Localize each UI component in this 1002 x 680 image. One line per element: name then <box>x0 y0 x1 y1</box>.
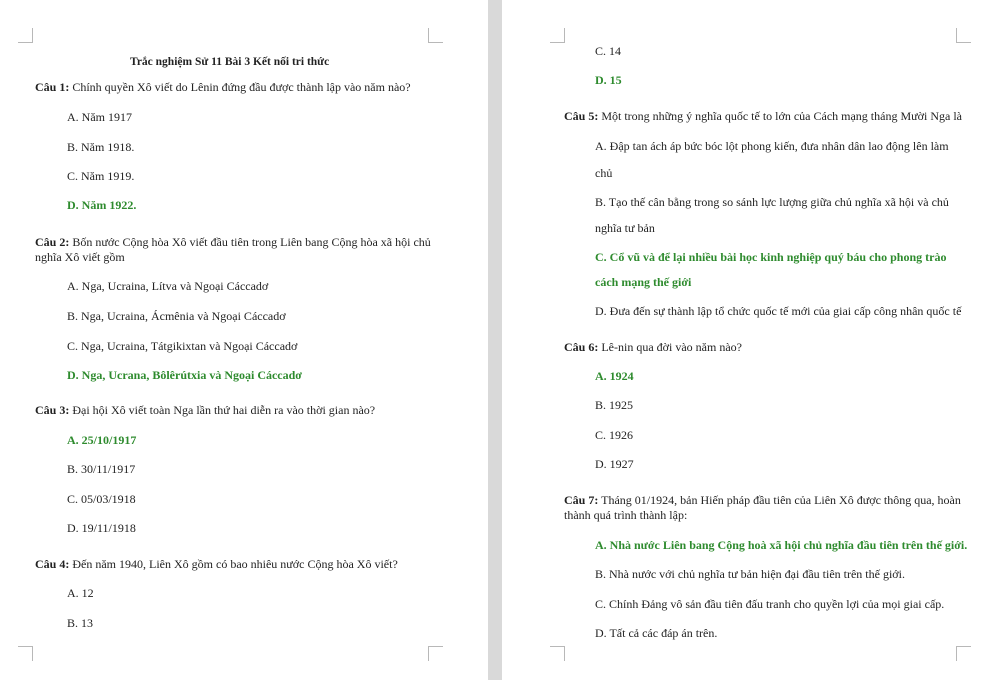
q6-option-d: D. 1927 <box>595 457 634 471</box>
page-gutter <box>488 0 502 680</box>
q1-option-d-correct: D. Năm 1922. <box>67 198 137 212</box>
q4-option-d-correct: D. 15 <box>595 73 622 87</box>
question-5 <box>564 108 962 124</box>
q4-option-a: A. 12 <box>67 586 94 600</box>
q2-option-c: C. Nga, Ucraina, Tátgikixtan và Ngoại Cáccadơ <box>67 339 298 353</box>
q4-option-b: B. 13 <box>67 616 94 630</box>
q1-option-b: B. Năm 1918. <box>67 140 135 154</box>
q5-option-b-line-2: nghĩa tư bản <box>595 221 655 235</box>
question-1 <box>35 79 411 95</box>
question-number: Câu 2: <box>35 235 70 249</box>
document-page-right <box>502 0 1002 680</box>
question-text: Đến năm 1940, Liên Xô gồm có bao nhiêu nước Cộng hòa Xô viết? <box>69 557 398 571</box>
question-text: Chính quyền Xô viết do Lênin đứng đầu được thành lập vào năm nào? <box>69 80 411 94</box>
question-3 <box>35 402 375 418</box>
q1-option-c: C. Năm 1919. <box>67 169 135 183</box>
question-number: Câu 7: <box>564 493 599 507</box>
q3-option-c: C. 05/03/1918 <box>67 492 136 506</box>
question-2-line-1 <box>35 234 431 250</box>
crop-mark-bottom-left <box>18 646 33 661</box>
question-text: Một trong những ý nghĩa quốc tế to lớn của Cách mạng tháng Mười Nga là <box>598 109 962 123</box>
document-page-left <box>0 0 488 680</box>
question-number: Câu 6: <box>564 340 599 354</box>
crop-mark-top-right <box>428 28 443 43</box>
q5-option-c-correct-line-1: C. Cổ vũ và để lại nhiều bài học kinh nghiệp quý báu cho phong trào <box>595 250 947 264</box>
q6-option-c: C. 1926 <box>595 428 634 442</box>
q2-option-d-correct: D. Nga, Ucrana, Bôlêrútxia và Ngoại Cáccadơ <box>67 368 302 382</box>
question-number: Câu 4: <box>35 557 70 571</box>
question-number: Câu 3: <box>35 403 70 417</box>
q2-option-a: A. Nga, Ucraina, Lítva và Ngoại Cáccadơ <box>67 279 269 293</box>
q6-option-a-correct: A. 1924 <box>595 369 634 383</box>
crop-mark-bottom-right <box>428 646 443 661</box>
q5-option-c-correct-line-2: cách mạng thế giới <box>595 275 692 289</box>
q5-option-b-line-1: B. Tạo thế cân bằng trong so sánh lực lượng giữa chủ nghĩa xã hội và chủ <box>595 195 949 209</box>
q2-option-b: B. Nga, Ucraina, Ácmênia và Ngoại Cáccadơ <box>67 309 286 323</box>
question-number: Câu 1: <box>35 80 70 94</box>
q5-option-a-line-1: A. Đập tan ách áp bức bóc lột phong kiến, đưa nhân dân lao động lên làm <box>595 139 949 153</box>
question-2-line-2: nghĩa Xô viết gồm <box>35 250 125 264</box>
q7-option-a-correct: A. Nhà nước Liên bang Cộng hoà xã hội chủ nghĩa đầu tiên trên thế giới. <box>595 538 968 552</box>
q7-option-c: C. Chính Đảng vô sản đầu tiên đấu tranh cho quyền lợi của mọi giai cấp. <box>595 597 945 611</box>
question-4 <box>35 556 398 572</box>
crop-mark-bottom-right <box>956 646 971 661</box>
crop-mark-top-left <box>18 28 33 43</box>
question-text: Đại hội Xô viết toàn Nga lần thứ hai diễn ra vào thời gian nào? <box>69 403 376 417</box>
q5-option-a-line-2: chủ <box>595 166 613 180</box>
question-text: Bốn nước Cộng hòa Xô viết đầu tiên trong Liên bang Cộng hòa xã hội chủ <box>69 235 431 249</box>
q5-option-d: D. Đưa đến sự thành lập tổ chức quốc tế mới của giai cấp công nhân quốc tế <box>595 304 962 318</box>
q3-option-a-correct: A. 25/10/1917 <box>67 433 137 447</box>
q4-option-c: C. 14 <box>595 44 622 58</box>
question-7-line-2: thành quá trình thành lập: <box>564 508 688 522</box>
q3-option-d: D. 19/11/1918 <box>67 521 136 535</box>
question-text: Lê-nin qua đời vào năm nào? <box>598 340 742 354</box>
question-7-line-1 <box>564 492 961 508</box>
question-text: Tháng 01/1924, bản Hiến pháp đầu tiên của Liên Xô được thông qua, hoàn <box>598 493 961 507</box>
q7-option-d: D. Tất cả các đáp án trên. <box>595 626 718 640</box>
question-6 <box>564 339 742 355</box>
crop-mark-top-left <box>550 28 565 43</box>
q7-option-b: B. Nhà nước với chủ nghĩa tư bản hiện đại đầu tiên trên thế giới. <box>595 567 905 581</box>
crop-mark-top-right <box>956 28 971 43</box>
crop-mark-bottom-left <box>550 646 565 661</box>
question-number: Câu 5: <box>564 109 599 123</box>
q3-option-b: B. 30/11/1917 <box>67 462 136 476</box>
q1-option-a: A. Năm 1917 <box>67 110 132 124</box>
q6-option-b: B. 1925 <box>595 398 634 412</box>
document-title: Trắc nghiệm Sử 11 Bài 3 Kết nối tri thức <box>130 56 330 68</box>
